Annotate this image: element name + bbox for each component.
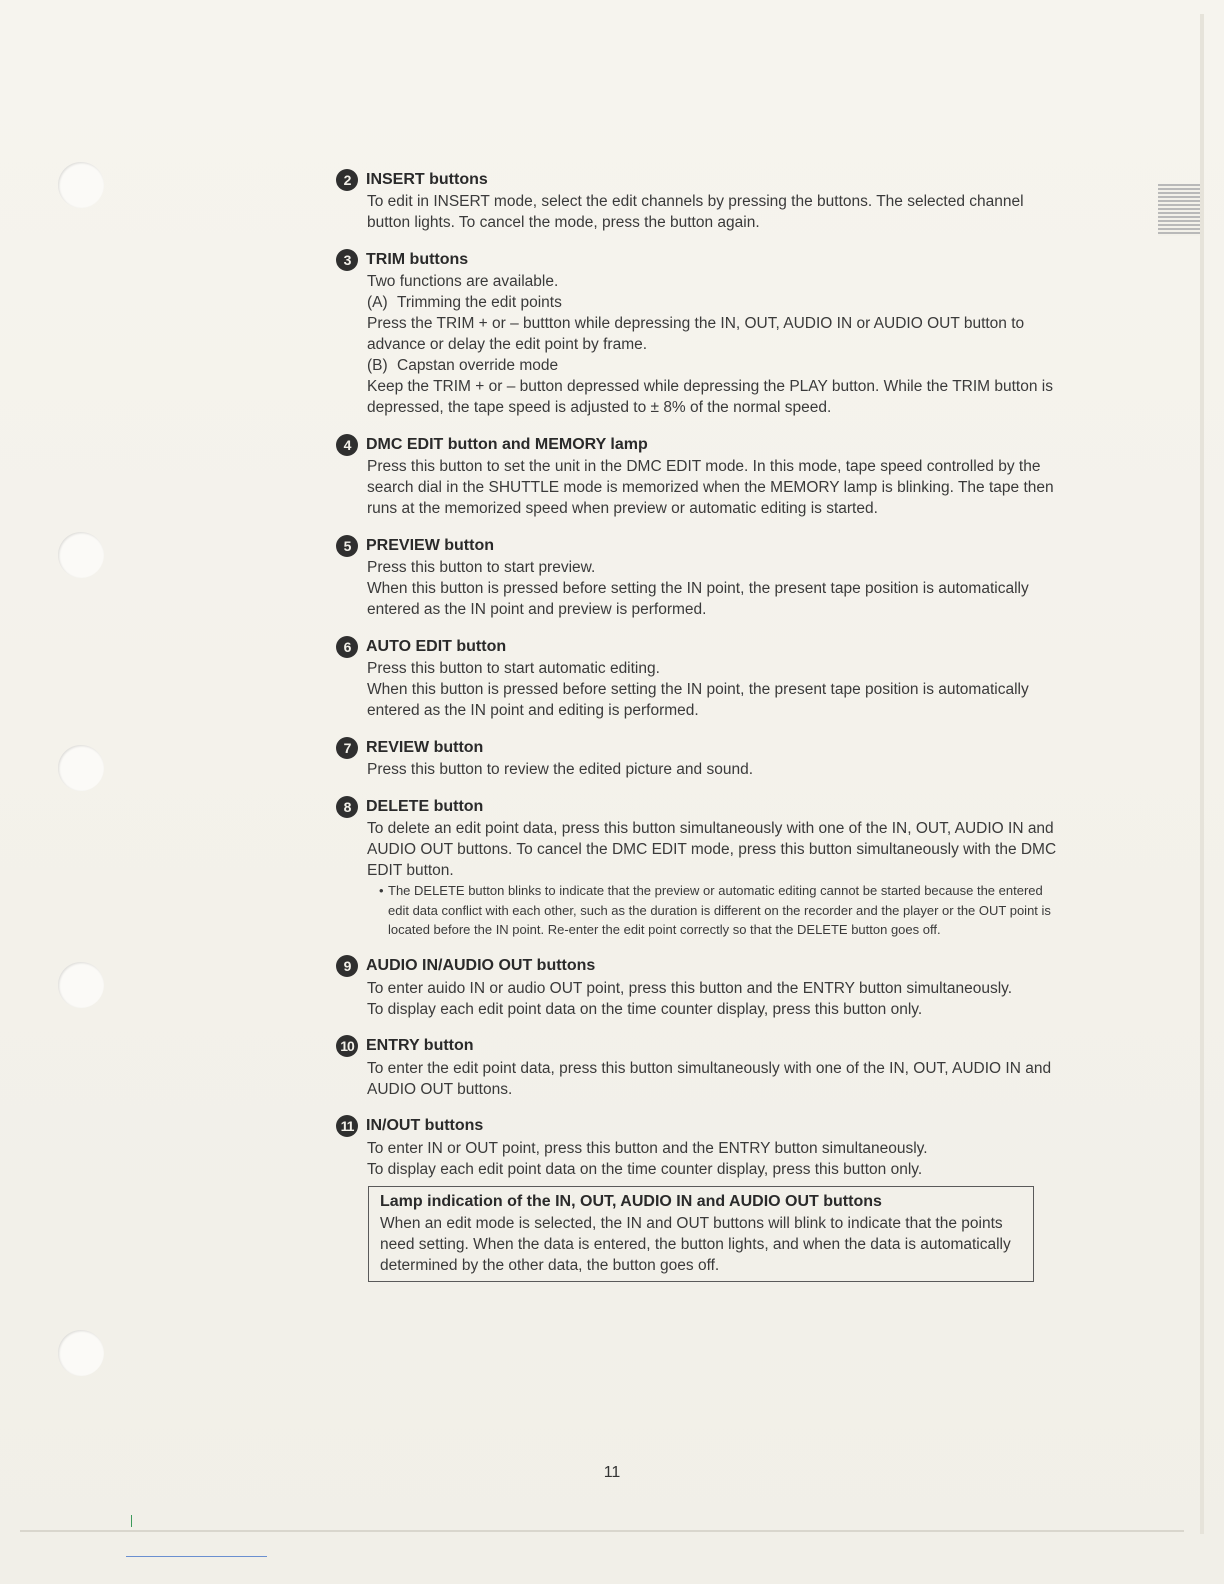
paragraph: When this button is pressed before setting the IN point, the present tape position is automatically entered as the IN point and editing is performed.	[367, 681, 1029, 719]
section-heading	[336, 1035, 1066, 1058]
paragraph: Press this button to review the edited picture and sound.	[367, 761, 754, 778]
section-heading	[336, 248, 1066, 271]
binder-hole	[58, 962, 104, 1008]
paragraph: To edit in INSERT mode, select the edit channels by pressing the buttons. The selected channel button lights. To cancel the mode, press the button again.	[367, 193, 1024, 231]
section-audio-in-out	[336, 955, 1066, 1020]
section-title: IN/OUT buttons	[366, 1117, 484, 1134]
section-body	[367, 1138, 1066, 1180]
item-number-badge: 11	[336, 1115, 358, 1137]
item-number-badge: 6	[336, 636, 358, 658]
page-edge-right	[1200, 14, 1204, 1534]
sub-item-text: Keep the TRIM + or – button depressed while depressing the PLAY button. While the TRIM button is depressed, the tape speed is adjusted to ± 8% of the normal speed.	[367, 378, 1053, 416]
section-title: AUDIO IN/AUDIO OUT buttons	[366, 957, 596, 974]
item-number-badge: 5	[336, 535, 358, 557]
section-in-out	[336, 1115, 1066, 1180]
paragraph: Press this button to set the unit in the DMC EDIT mode. In this mode, tape speed controlled by the search dial in the SHUTTLE mode is memorized when the MEMORY lamp is blinking. The tape then runs at the memorized speed when preview or automatic editing is started.	[367, 458, 1054, 517]
lamp-indication-box	[368, 1186, 1034, 1282]
section-insert-buttons	[336, 168, 1066, 233]
section-review	[336, 736, 1066, 780]
section-body	[367, 456, 1066, 519]
section-title: DELETE button	[366, 797, 484, 815]
section-heading	[336, 795, 1066, 818]
section-trim-buttons	[336, 248, 1066, 418]
section-heading	[336, 168, 1066, 191]
section-delete	[336, 795, 1066, 940]
sub-item-text: Press the TRIM + or – buttton while depressing the IN, OUT, AUDIO IN or AUDIO OUT button to advance or delay the edit point by frame.	[367, 315, 1025, 353]
sub-item-b	[367, 355, 1066, 376]
paragraph: To enter IN or OUT point, press this button and the ENTRY button simultaneously.	[367, 1139, 928, 1157]
page-number: 11	[603, 1464, 621, 1481]
bullet-mark: •	[379, 883, 384, 898]
binder-hole	[58, 532, 104, 578]
paragraph: To display each edit point data on the time counter display, press this button only.	[367, 1160, 923, 1178]
delete-note	[379, 881, 1066, 940]
binder-hole	[58, 1330, 104, 1376]
section-title: AUTO EDIT button	[366, 637, 507, 655]
binder-hole	[58, 745, 104, 791]
section-heading	[336, 534, 1066, 557]
section-entry	[336, 1035, 1066, 1100]
binder-hole	[58, 162, 104, 208]
page-edge-bottom	[20, 1530, 1184, 1532]
section-body	[367, 978, 1066, 1020]
box-text: When an edit mode is selected, the IN and OUT buttons will blink to indicate that the points need setting. When the data is entered, the button lights, and when the data is automatically determined by the other data, the button goes off.	[380, 1214, 1011, 1274]
section-heading	[336, 1115, 1066, 1138]
sub-item-a	[367, 292, 1066, 313]
item-number-badge: 4	[336, 434, 358, 456]
section-dmc-edit	[336, 433, 1066, 519]
section-tab-marker	[1158, 184, 1200, 236]
sub-item-title: Trimming the edit points	[397, 294, 562, 311]
paragraph: To delete an edit point data, press this button simultaneously with one of the IN, OUT, AUDIO IN and AUDIO OUT buttons. To cancel the DMC EDIT mode, press this button simultaneously with the DMC EDIT button.	[367, 820, 1057, 879]
paragraph: When this button is pressed before setting the IN point, the present tape position is automatically entered as the IN point and preview is performed.	[367, 580, 1029, 618]
section-body	[367, 271, 1066, 418]
item-number-badge: 3	[336, 249, 358, 271]
paragraph: Press this button to start automatic editing.	[367, 660, 660, 677]
scan-mark	[131, 1515, 132, 1527]
item-number-badge: 9	[336, 955, 358, 977]
section-heading	[336, 736, 1066, 759]
section-preview	[336, 534, 1066, 620]
item-number-badge: 7	[336, 737, 358, 759]
sub-item-tag: (A)	[367, 294, 388, 311]
section-title: INSERT buttons	[366, 170, 488, 188]
note-text: The DELETE button blinks to indicate that the preview or automatic editing cannot be started because the entered edit data conflict with each other, such as the duration is different on the recorder and the player or the OUT point is located before the IN point. Re-enter the edit point correctly so that the DELETE button goes off.	[388, 883, 1051, 937]
sub-item-title: Capstan override mode	[397, 357, 559, 374]
paragraph: To display each edit point data on the time counter display, press this button only.	[367, 1000, 923, 1018]
section-heading	[336, 955, 1066, 978]
section-body	[367, 557, 1066, 620]
item-number-badge: 2	[336, 169, 358, 191]
box-title: Lamp indication of the IN, OUT, AUDIO IN and AUDIO OUT buttons	[380, 1192, 882, 1210]
paragraph: Two functions are available.	[367, 273, 559, 290]
section-body	[367, 191, 1066, 233]
section-heading	[336, 635, 1066, 658]
section-body	[367, 759, 1066, 780]
paragraph: To enter auido IN or audio OUT point, press this button and the ENTRY button simultaneously.	[367, 979, 1013, 997]
paragraph: To enter the edit point data, press this button simultaneously with one of the IN, OUT, AUDIO IN and AUDIO OUT buttons.	[367, 1059, 1052, 1098]
paragraph: Press this button to start preview.	[367, 559, 596, 576]
section-title: PREVIEW button	[366, 536, 494, 554]
sub-item-tag: (B)	[367, 357, 388, 374]
item-number-badge: 8	[336, 796, 358, 818]
section-auto-edit	[336, 635, 1066, 721]
item-number-badge: 10	[336, 1035, 358, 1057]
section-title: TRIM buttons	[366, 250, 469, 268]
section-title: ENTRY button	[366, 1037, 474, 1054]
section-body	[367, 1058, 1066, 1100]
section-body	[367, 818, 1066, 940]
main-content	[336, 168, 1066, 1282]
section-title: REVIEW button	[366, 738, 484, 756]
section-title: DMC EDIT button and MEMORY lamp	[366, 435, 648, 453]
section-heading	[336, 433, 1066, 456]
scan-line	[126, 1556, 267, 1557]
section-body	[367, 658, 1066, 721]
